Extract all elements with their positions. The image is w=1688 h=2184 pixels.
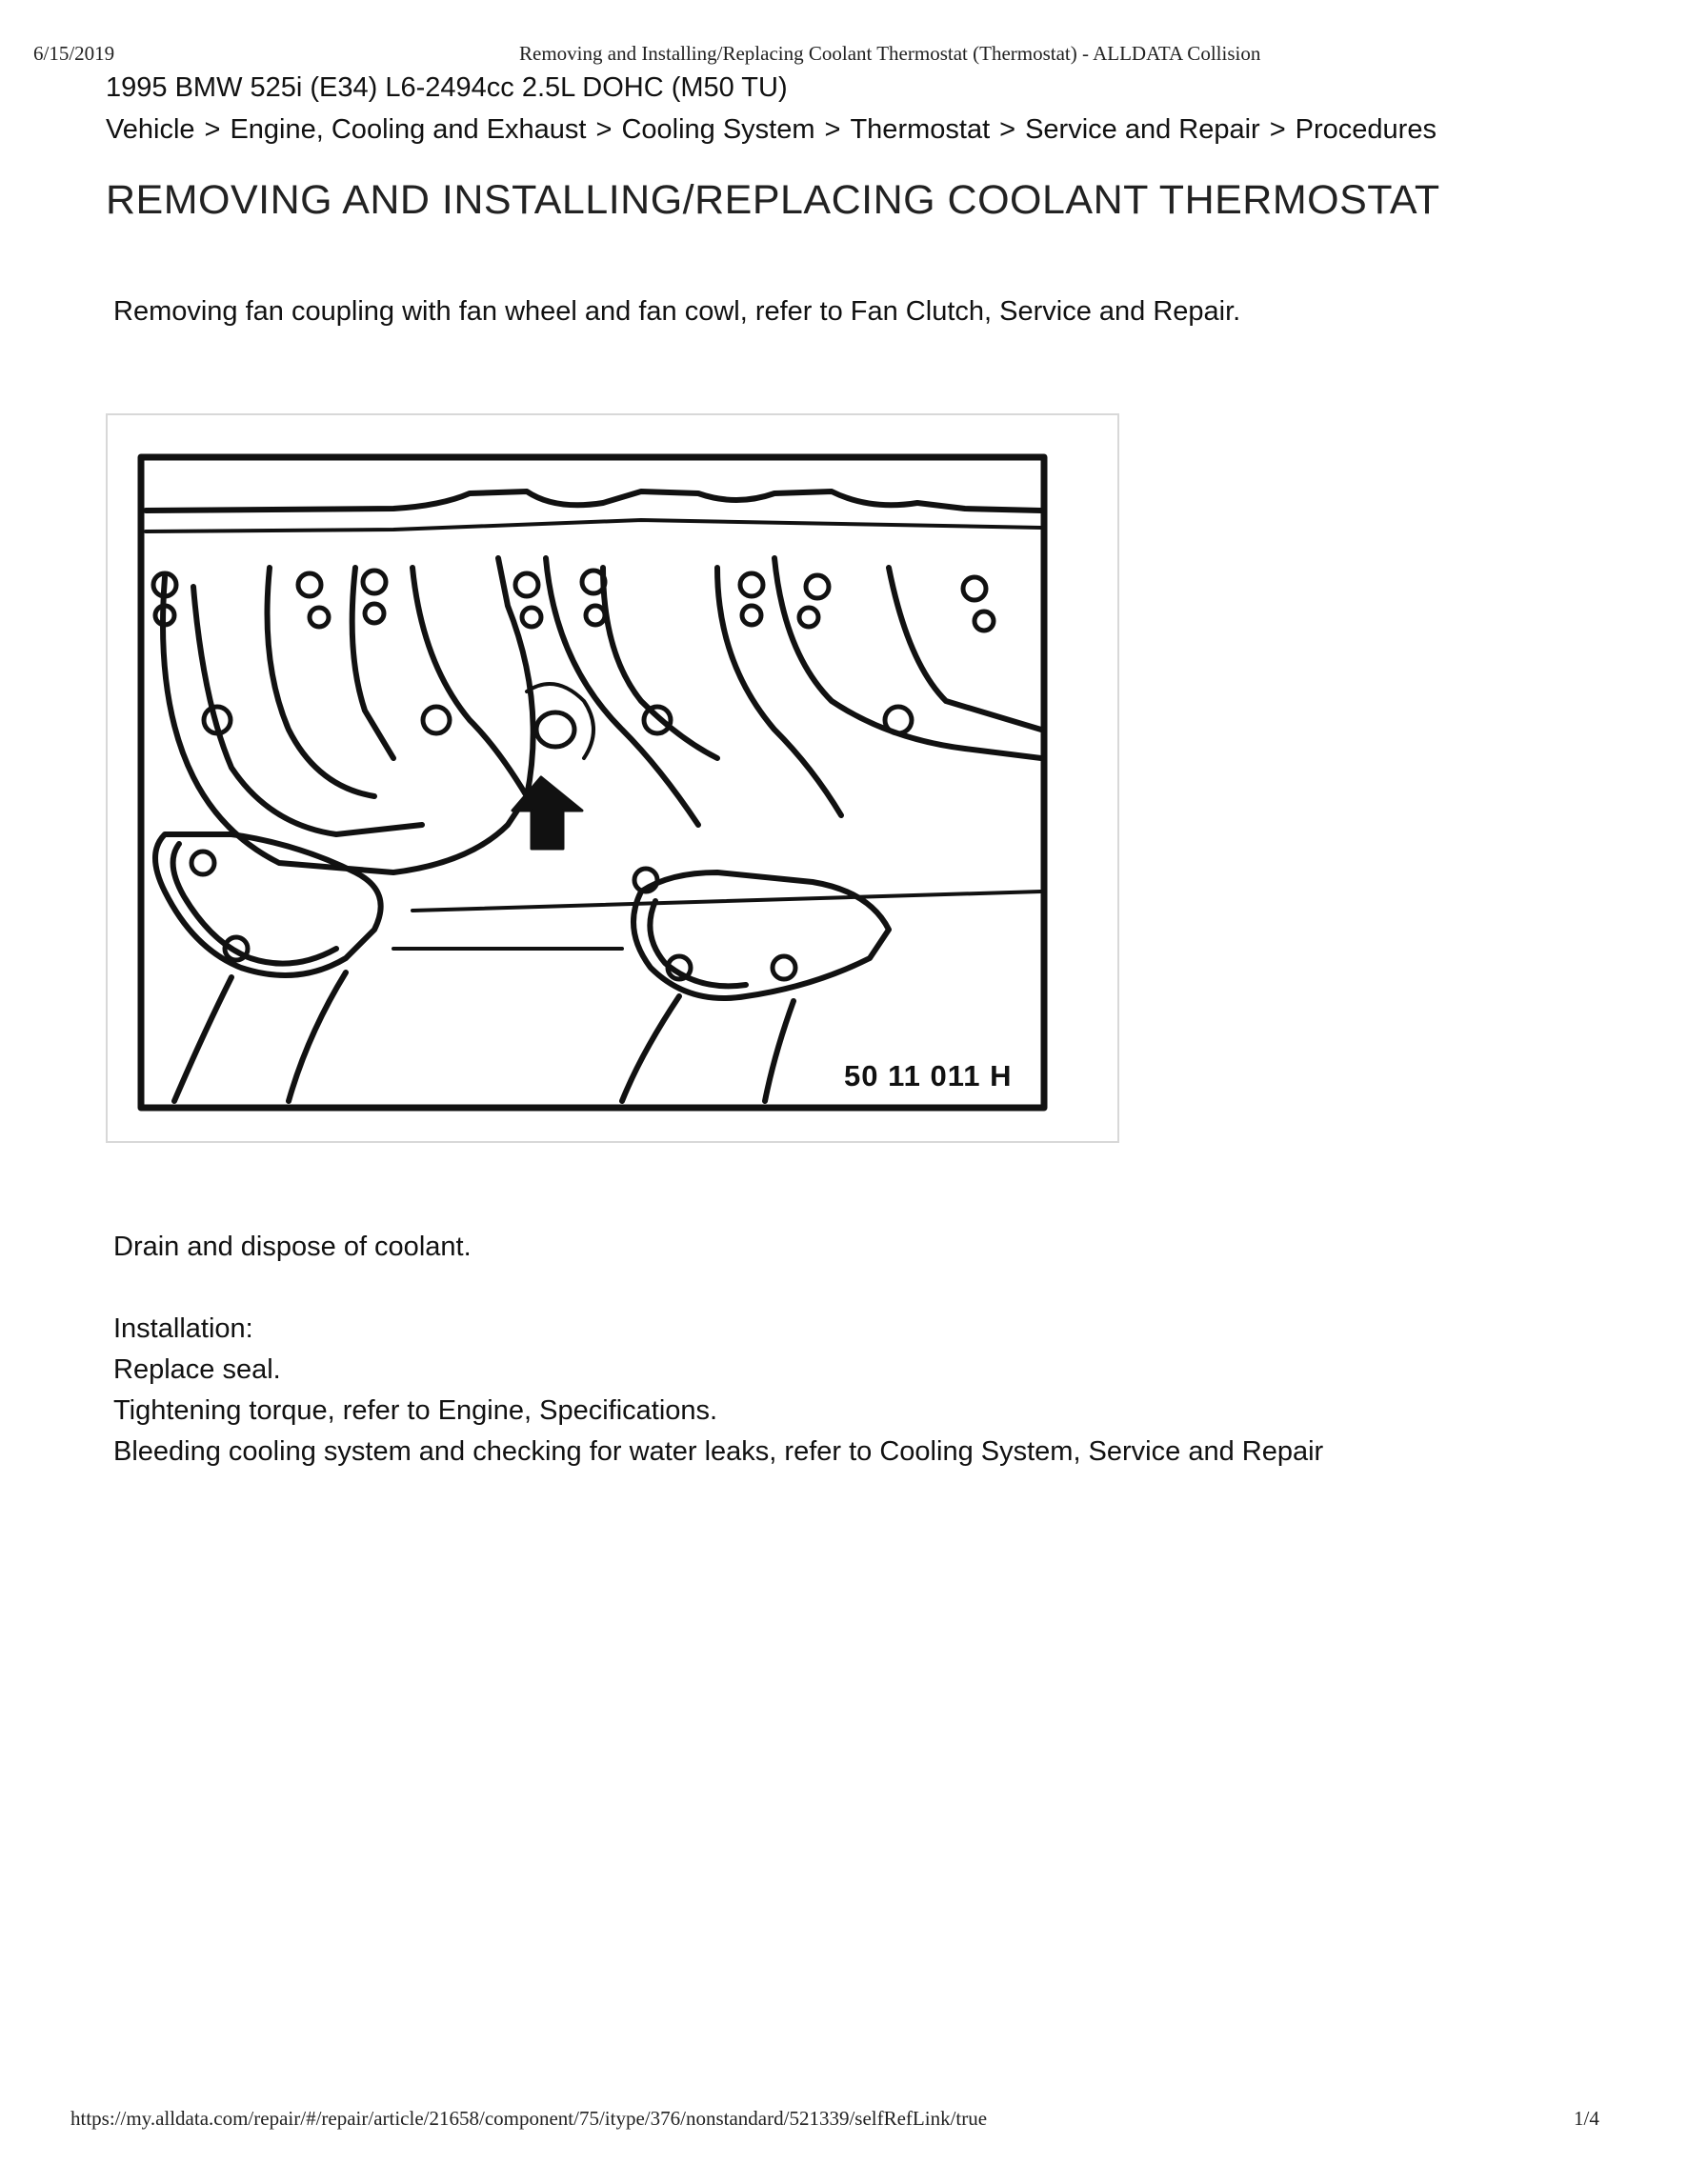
step-drain: Drain and dispose of coolant.: [113, 1232, 472, 1262]
breadcrumb-separator: >: [1269, 114, 1286, 145]
page-number: 1/4: [1574, 2107, 1599, 2130]
breadcrumb-vehicle[interactable]: Vehicle: [106, 114, 195, 145]
vehicle-info: 1995 BMW 525i (E34) L6-2494cc 2.5L DOHC (M50 TU): [106, 72, 788, 103]
intro-paragraph: [113, 291, 1240, 332]
breadcrumb-service-and-repair[interactable]: Service and Repair: [1025, 114, 1260, 145]
print-header: [0, 42, 1688, 70]
breadcrumb-engine-cooling-exhaust[interactable]: Engine, Cooling and Exhaust: [230, 114, 587, 145]
print-date: 6/15/2019: [33, 42, 115, 65]
cooling-system-service-link[interactable]: Cooling System, Service and Repair: [879, 1436, 1324, 1467]
breadcrumb-procedures[interactable]: Procedures: [1295, 114, 1437, 145]
step-bleeding: [113, 1432, 1323, 1473]
intro-suffix: .: [1233, 296, 1241, 327]
torque-text: Tightening torque, refer to: [113, 1395, 438, 1426]
print-document-title: Removing and Installing/Replacing Coolant Thermostat (Thermostat) - ALLDATA Collision: [519, 42, 1261, 65]
page-title: REMOVING AND INSTALLING/REPLACING COOLANT THERMOSTAT: [106, 177, 1440, 223]
intro-text: Removing fan coupling with fan wheel and fan cowl, refer to: [113, 296, 851, 327]
breadcrumb-separator: >: [204, 114, 221, 145]
fan-clutch-link[interactable]: Fan Clutch, Service and Repair: [850, 296, 1234, 327]
breadcrumb-separator: >: [999, 114, 1016, 145]
installation-heading: Installation:: [113, 1313, 253, 1344]
step-torque: [113, 1391, 717, 1432]
print-url: https://my.alldata.com/repair/#/repair/article/21658/component/75/itype/376/nonstandard/521339/selfRefLink/true: [70, 2107, 988, 2130]
engine-specifications-link[interactable]: Engine, Specifications: [437, 1395, 711, 1426]
step-replace-seal: Replace seal.: [113, 1354, 281, 1385]
exhaust-manifold-illustration: [108, 415, 1117, 1141]
breadcrumb-thermostat[interactable]: Thermostat: [850, 114, 991, 145]
figure-label: 50 11 011 H: [844, 1059, 1013, 1092]
breadcrumb-cooling-system[interactable]: Cooling System: [621, 114, 815, 145]
torque-suffix: .: [710, 1395, 718, 1426]
breadcrumb: [106, 114, 1437, 146]
breadcrumb-separator: >: [595, 114, 613, 145]
figure-frame: [106, 413, 1119, 1143]
breadcrumb-separator: >: [824, 114, 841, 145]
bleeding-text: Bleeding cooling system and checking for water leaks, refer to: [113, 1436, 880, 1467]
